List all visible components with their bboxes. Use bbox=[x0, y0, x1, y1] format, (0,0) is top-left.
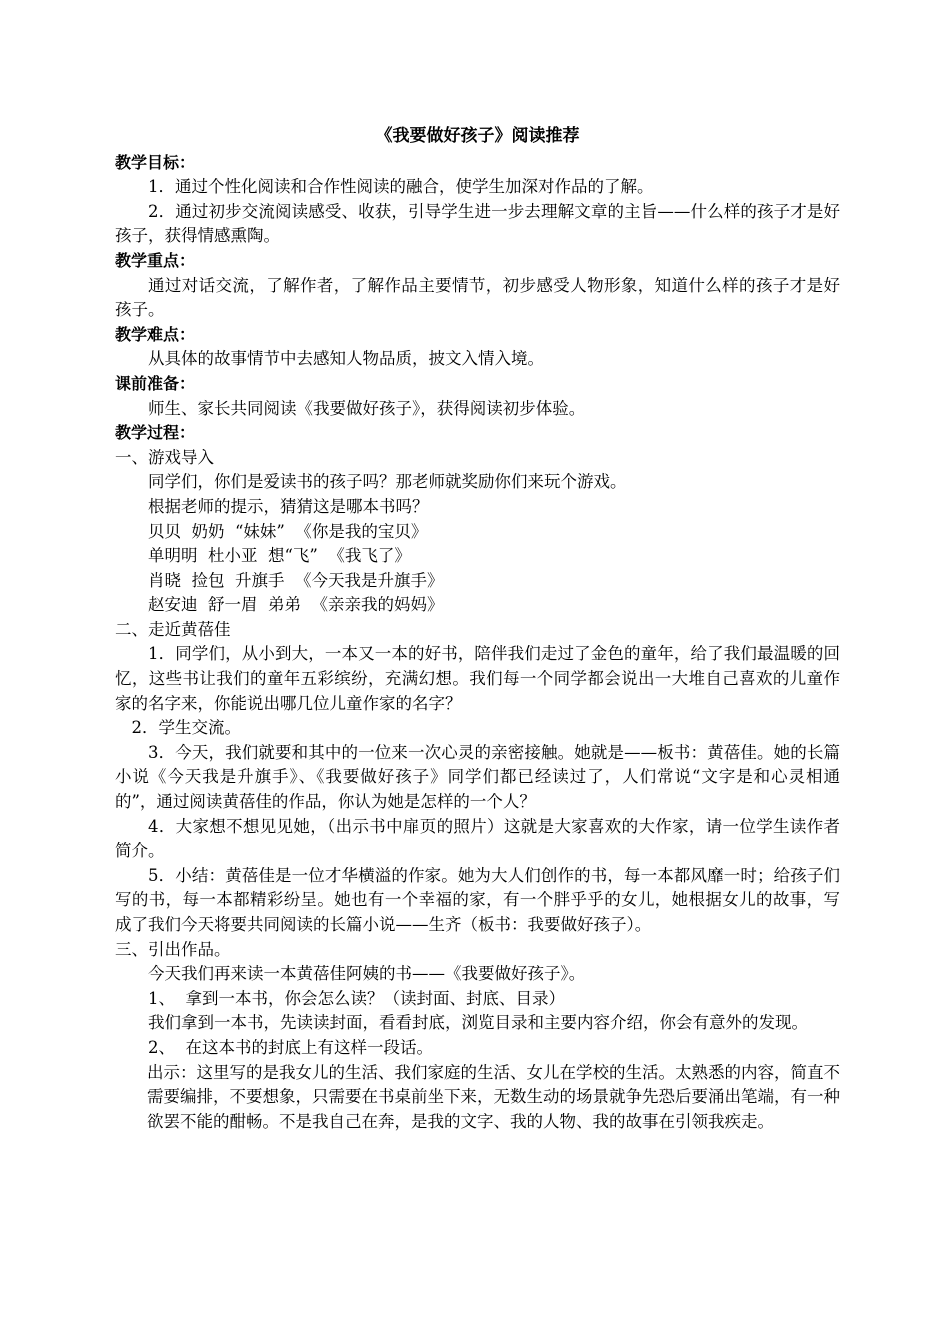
part1-line-3: 贝贝 奶奶 “妹妹” 《你是我的宝贝》 bbox=[148, 521, 428, 541]
preparation-text: 师生、家长共同阅读《我要做好孩子》，获得阅读初步体验。 bbox=[148, 398, 586, 418]
part3-question-1: 1、 拿到一本书，你会怎么读？（读封面、封底、目录） bbox=[148, 988, 565, 1008]
goal-item-2: 2．通过初步交流阅读感受、收获，引导学生进一步去理解文章的主旨——什么样的孩子才是好孩子，获得情感熏陶。 bbox=[115, 201, 840, 246]
document-page bbox=[115, 124, 840, 1134]
part3-intro: 今天我们再来读一本黄蓓佳阿姨的书——《我要做好孩子》。 bbox=[148, 964, 586, 984]
part1-line-5: 肖晓 捡包 升旗手 《今天我是升旗手》 bbox=[148, 570, 444, 590]
part2-title: 二、走近黄蓓佳 bbox=[115, 619, 231, 639]
part3-title: 三、引出作品。 bbox=[115, 939, 231, 959]
part2-item-2: 2．学生交流。 bbox=[131, 718, 241, 738]
heading-key-points: 教学重点： bbox=[115, 250, 196, 270]
part3-question-2: 2、 在这本书的封底上有这样一段话。 bbox=[148, 1037, 433, 1057]
goal-item-1: 1．通过个性化阅读和合作性阅读的融合，使学生加深对作品的了解。 bbox=[148, 177, 654, 197]
part1-line-1: 同学们，你们是爱读书的孩子吗？那老师就奖励你们来玩个游戏。 bbox=[148, 472, 627, 492]
part1-title: 一、游戏导入 bbox=[115, 447, 214, 467]
part1-line-4: 单明明 杜小亚 想“飞” 《我飞了》 bbox=[148, 546, 411, 566]
part2-item-5: 5．小结：黄蓓佳是一位才华横溢的作家。她为大人们创作的书，每一本都风靡一时；给孩子们写的书，每一本都精彩纷呈。她也有一个幸福的家，有一个胖乎乎的女儿，她根据女儿的故事，写成了我们今天将要共同阅读的长篇小说——生齐（板书：我要做好孩子）。 bbox=[115, 865, 840, 934]
part2-item-4: 4．大家想不想见见她，（出示书中扉页的照片）这就是大家喜欢的大作家，请一位学生读作者简介。 bbox=[115, 816, 840, 861]
heading-preparation: 课前准备： bbox=[115, 373, 196, 393]
difficulties-text: 从具体的故事情节中去感知人物品质，披文入情入境。 bbox=[148, 349, 544, 369]
key-points-text: 通过对话交流，了解作者，了解作品主要情节，初步感受人物形象，知道什么样的孩子才是好孩子。 bbox=[115, 275, 840, 320]
document-title: 《我要做好孩子》阅读推荐 bbox=[375, 126, 580, 146]
part3-question-1-text: 我们拿到一本书，先读读封面，看看封底，浏览目录和主要内容介绍，你会有意外的发现。 bbox=[148, 1013, 808, 1033]
heading-goals: 教学目标： bbox=[115, 152, 196, 172]
part1-line-6: 赵安迪 舒一眉 弟弟 《亲亲我的妈妈》 bbox=[148, 595, 444, 615]
part3-question-2-text: 出示：这里写的是我女儿的生活、我们家庭的生活、女儿在学校的生活。太熟悉的内容，简直不需要编排，不要想象，只需要在书桌前坐下来，无数生动的场景就争先恐后要涌出笔端，有一种欲罢不能的酣畅。不是我自己在奔，是我的文字、我的人物、我的故事在引领我疾走。 bbox=[147, 1062, 840, 1131]
part1-line-2: 根据老师的提示，猜猜这是哪本书吗？ bbox=[148, 496, 429, 516]
part2-item-3: 3．今天，我们就要和其中的一位来一次心灵的亲密接触。她就是——板书：黄蓓佳。她的长篇小说《今天我是升旗手》、《我要做好孩子》同学们都已经读过了，人们常说“文字是和心灵相通的”，通过阅读黄蓓佳的作品，你认为她是怎样的一个人？ bbox=[115, 742, 840, 812]
heading-difficulties: 教学难点： bbox=[115, 324, 196, 344]
heading-process: 教学过程： bbox=[115, 423, 196, 443]
part2-item-1: 1．同学们，从小到大，一本又一本的好书，陪伴我们走过了金色的童年，给了我们最温暖的回忆，这些书让我们的童年五彩缤纷，充满幻想。我们每一个同学都会说出一大堆自己喜欢的儿童作家的名字来，你能说出哪几位儿童作家的名字？ bbox=[115, 644, 840, 713]
